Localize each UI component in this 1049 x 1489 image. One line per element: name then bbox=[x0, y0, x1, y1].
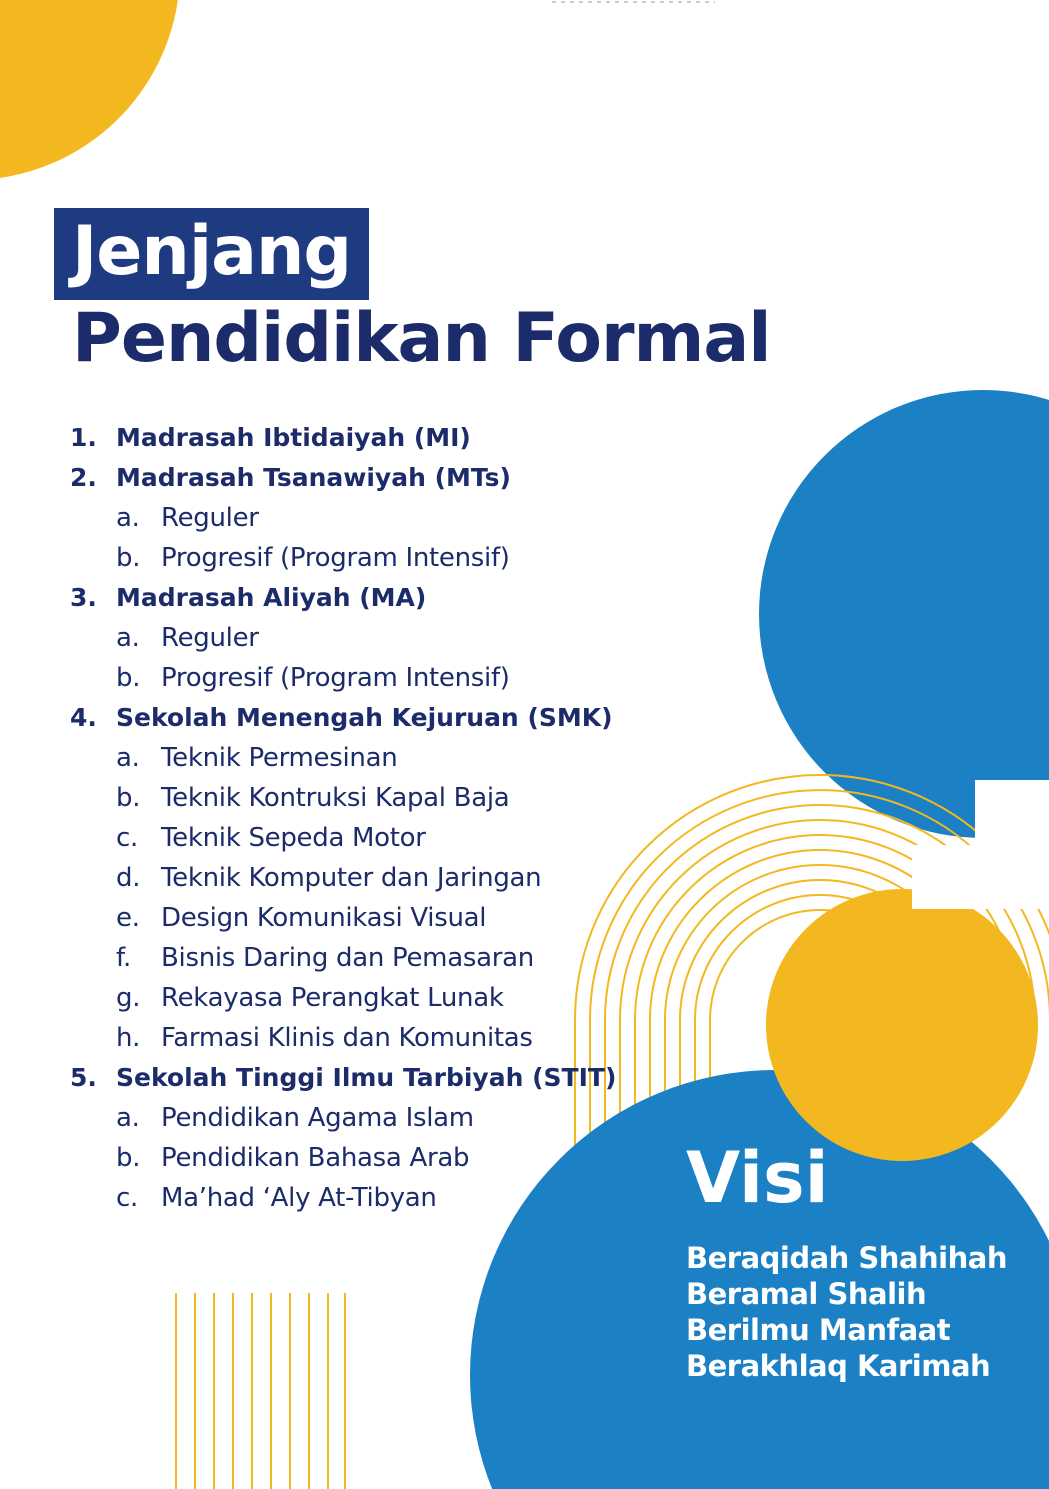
program-item bbox=[70, 898, 610, 938]
program-item bbox=[70, 1018, 610, 1058]
yellow-circle bbox=[766, 889, 1038, 1161]
program-letter: c. bbox=[116, 1183, 138, 1213]
page-title-line1: Jenjang bbox=[72, 212, 352, 291]
level-name: Madrasah Aliyah (MA) bbox=[116, 583, 427, 612]
program-letter: b. bbox=[116, 663, 141, 693]
program-item bbox=[70, 858, 610, 898]
program-list bbox=[70, 1098, 610, 1218]
level-item bbox=[70, 418, 610, 458]
program-item bbox=[70, 978, 610, 1018]
program-label: Reguler bbox=[161, 503, 259, 533]
program-label: Design Komunikasi Visual bbox=[161, 903, 487, 933]
program-label: Reguler bbox=[161, 623, 259, 653]
program-letter: g. bbox=[116, 983, 141, 1013]
program-list bbox=[70, 738, 610, 1058]
level-heading bbox=[70, 698, 613, 738]
program-letter: f. bbox=[116, 943, 131, 973]
corner-yellow-circle bbox=[0, 0, 180, 180]
visi-title: Visi bbox=[686, 1137, 829, 1219]
program-letter: a. bbox=[116, 623, 140, 653]
program-label: Progresif (Program Intensif) bbox=[161, 543, 510, 573]
education-level-list bbox=[70, 418, 617, 1218]
program-item bbox=[70, 538, 610, 578]
program-item bbox=[70, 1098, 610, 1138]
program-item bbox=[70, 498, 610, 538]
program-list bbox=[70, 498, 610, 578]
program-label: Pendidikan Bahasa Arab bbox=[161, 1143, 470, 1173]
program-label: Progresif (Program Intensif) bbox=[161, 663, 510, 693]
program-letter: d. bbox=[116, 863, 141, 893]
program-item bbox=[70, 1138, 610, 1178]
level-number: 2. bbox=[70, 463, 97, 492]
level-name: Madrasah Tsanawiyah (MTs) bbox=[116, 463, 511, 492]
program-label: Teknik Sepeda Motor bbox=[161, 823, 426, 853]
level-name: Sekolah Tinggi Ilmu Tarbiyah (STIT) bbox=[116, 1063, 617, 1092]
program-letter: a. bbox=[116, 503, 140, 533]
visi-line: Berilmu Manfaat bbox=[686, 1313, 951, 1347]
level-heading bbox=[70, 418, 610, 458]
program-label: Rekayasa Perangkat Lunak bbox=[161, 983, 504, 1013]
vertical-lines bbox=[176, 1293, 345, 1489]
program-item bbox=[70, 778, 610, 818]
program-label: Teknik Komputer dan Jaringan bbox=[161, 863, 542, 893]
level-item bbox=[70, 698, 613, 1058]
level-item bbox=[70, 1058, 617, 1218]
level-number: 5. bbox=[70, 1063, 97, 1092]
program-letter: e. bbox=[116, 903, 140, 933]
level-name: Madrasah Ibtidaiyah (MI) bbox=[116, 423, 471, 452]
visi-line: Berakhlaq Karimah bbox=[686, 1349, 991, 1383]
level-name: Sekolah Menengah Kejuruan (SMK) bbox=[116, 703, 613, 732]
program-list bbox=[70, 618, 610, 698]
level-number: 3. bbox=[70, 583, 97, 612]
level-number: 4. bbox=[70, 703, 97, 732]
program-label: Bisnis Daring dan Pemasaran bbox=[161, 943, 534, 973]
yellow-notch bbox=[912, 845, 1042, 909]
program-item bbox=[70, 658, 610, 698]
program-item bbox=[70, 1178, 610, 1218]
program-label: Pendidikan Agama Islam bbox=[161, 1103, 474, 1133]
program-label: Ma’had ‘Aly At-Tibyan bbox=[161, 1183, 437, 1213]
level-item bbox=[70, 458, 610, 578]
program-letter: a. bbox=[116, 1103, 140, 1133]
visi-line: Beramal Shalih bbox=[686, 1277, 927, 1311]
program-letter: b. bbox=[116, 543, 141, 573]
program-item bbox=[70, 738, 610, 778]
program-label: Farmasi Klinis dan Komunitas bbox=[161, 1023, 533, 1053]
program-letter: c. bbox=[116, 823, 138, 853]
level-heading bbox=[70, 458, 610, 498]
program-item bbox=[70, 938, 610, 978]
program-label: Teknik Permesinan bbox=[161, 743, 398, 773]
program-letter: h. bbox=[116, 1023, 141, 1053]
program-item bbox=[70, 618, 610, 658]
visi-list bbox=[686, 1240, 1007, 1384]
program-letter: a. bbox=[116, 743, 140, 773]
visi-line: Beraqidah Shahihah bbox=[686, 1241, 1007, 1275]
upper-blue-circle bbox=[759, 390, 1049, 838]
program-letter: b. bbox=[116, 1143, 141, 1173]
level-item bbox=[70, 578, 610, 698]
level-number: 1. bbox=[70, 423, 97, 452]
level-heading bbox=[70, 1058, 617, 1098]
program-letter: b. bbox=[116, 783, 141, 813]
program-item bbox=[70, 818, 610, 858]
page-title-line2: Pendidikan Formal bbox=[72, 299, 771, 378]
program-label: Teknik Kontruksi Kapal Baja bbox=[161, 783, 510, 813]
level-heading bbox=[70, 578, 610, 618]
